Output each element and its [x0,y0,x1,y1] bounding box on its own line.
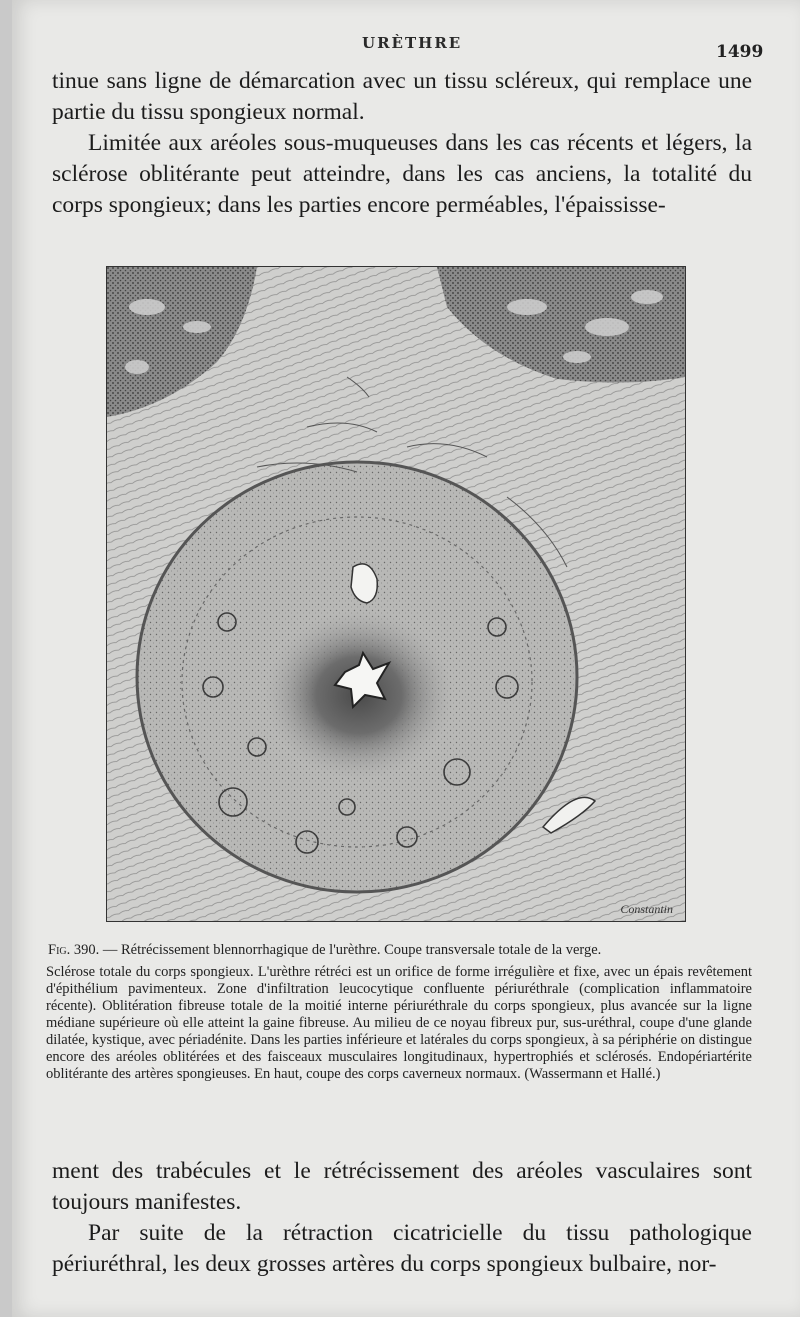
histology-figure [106,266,686,922]
caption-text: Sclérose totale du corps spongieux. L'urèthre rétréci est un orifice de forme irrégulière et fixe, avec un épais revêtement d'épithélium pavimenteux. Zone d'infiltration leucocytique confluente périuréthrale (complication inflammatoire récente). Oblitération fibreuse totale de la moitié interne périuréthrale du corps spongieux, plus avancée sur la ligne médiane supérieure où elle atteint la gaine fibreuse. Au milieu de ce noyau fibreux pur, sus-uréthral, coupe d'une glande dilatée, kystique, avec périadénite. Dans les parties inférieure et latérales du corps spongieux, à sa périphérie on distingue encore des aréoles oblitérées et des faisceaux musculaires longitudinaux, hypertrophiés et sclérosés. Endopériartérite oblitérante des artères spongieuses. En haut, coupe des corps caverneux normaux. (Wassermann et Hallé.) [46,964,752,1082]
figure-number: Fig. 390. [48,942,100,958]
engraver-signature: Constantin [620,902,673,916]
caption-title: — Rétrécissement blennorrhagique de l'urèthre. Coupe transversale totale de la verge. [99,942,602,958]
figure-caption [46,942,752,1083]
paragraph: Limitée aux aréoles sous-muqueuses dans les cas récents et légers, la sclérose oblitérante peut atteindre, dans les cas anciens, la totalité du corps spongieux; dans les parties encore perméables, l'épaississe- [52,130,752,218]
body-text-bottom [52,1156,752,1280]
caption-heading [46,942,752,959]
paragraph: ment des trabécules et le rétrécissement des aréoles vasculaires sont toujours manifestes. [52,1158,752,1215]
body-text-top [52,66,752,221]
paragraph: Par suite de la rétraction cicatricielle du tissu pathologique périuréthral, les deux grosses artères du corps spongieux bulbaire, nor- [52,1220,752,1277]
page-number: 1499 [716,42,764,62]
figure-engraving [107,267,685,921]
paragraph: tinue sans ligne de démarcation avec un tissu scléreux, qui remplace une partie du tissu spongieux normal. [52,68,752,125]
running-header [0,30,800,62]
running-head-title: URÈTHRE [362,34,463,52]
